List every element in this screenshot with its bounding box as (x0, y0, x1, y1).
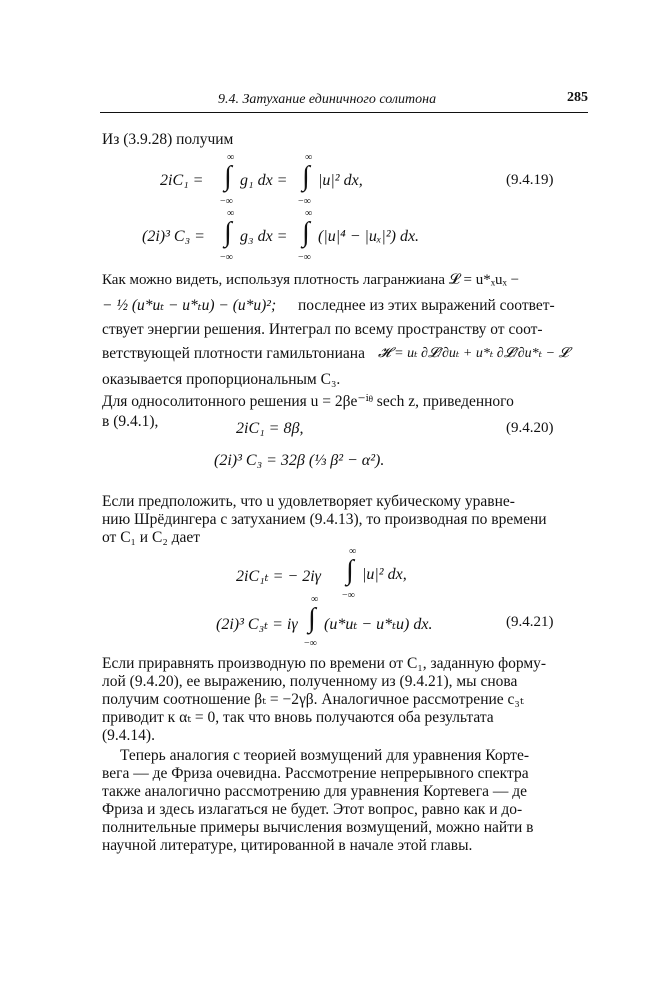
paragraph-lagrangian-formula (102, 296, 276, 316)
equation-9-4-20-line-1: 2iC₁ = 8β, (236, 420, 304, 437)
paragraph-one-soliton-line-2: в (9.4.1), (102, 413, 159, 430)
integral-lower-limit: −∞ (342, 590, 355, 601)
integral-sign: ∫ (308, 603, 316, 634)
paragraph-time-derivative-line-4: приводит к αₜ = 0, так что вновь получаются оба результата (102, 709, 494, 726)
integral-upper-limit: ∞ (305, 152, 313, 163)
paragraph-analogy-line-3: также аналогично рассмотрению для уравнения Кортевега — де (102, 783, 528, 800)
integral-lower-limit: −∞ (298, 196, 311, 207)
integral-lower-limit: −∞ (220, 196, 233, 207)
paragraph-time-derivative-line-1: Если приравнять производную по времени от C₁, заданную форму- (102, 655, 547, 672)
integral-upper-limit: ∞ (349, 546, 357, 557)
integral-upper-limit: ∞ (305, 208, 313, 219)
paragraph-time-derivative-line-3: получим соотношение βₜ = −2γβ. Аналогичное рассмотрение c₃ₜ (102, 691, 524, 708)
equation-number: (9.4.19) (506, 172, 554, 188)
eq2-integrand-2: (|u|⁴ − |uₓ|²) dx. (318, 228, 420, 245)
paragraph-lagrangian-line-2: последнее из этих выражений соответ- (298, 297, 555, 314)
integral-sign: ∫ (302, 217, 310, 248)
eq2-lhs: (2i)³ C₃ = (142, 228, 205, 245)
integral-upper-limit: ∞ (311, 594, 319, 605)
paragraph-lagrangian-line-4: ветствующей плотности гамильтониана (102, 345, 365, 362)
paragraph-intro: Из (3.9.28) получим (102, 131, 234, 148)
eq4-line-1-integrand: |u|² dx, (362, 566, 407, 583)
eq1-integrand-2: |u|² dx, (318, 172, 363, 189)
lagrangian-formula: − ½ (u*uₜ − u*ₜu) − (u*u)²; (102, 297, 277, 314)
paragraph-time-derivative-line-2: лой (9.4.20), ее выражению, полученному из (9.4.21), мы снова (102, 673, 518, 690)
paragraph-analogy-line-6: научной литературе, цитированной в начале этой главы. (102, 837, 473, 854)
running-head (100, 88, 588, 113)
integral-sign: ∫ (346, 555, 354, 586)
eq4-line-2-integrand: (u*uₜ − u*ₜu) dx. (324, 616, 433, 633)
integral-sign: ∫ (302, 161, 310, 192)
paragraph-analogy-line-4: Фриза и здесь излагаться не будет. Этот вопрос, равно как и до- (102, 801, 523, 818)
paragraph-analogy-line-1: Теперь аналогия с теорией возмущений для уравнения Корте- (120, 747, 529, 764)
integral-upper-limit: ∞ (227, 208, 235, 219)
paragraph-schrodinger-line-2: нию Шрёдингера с затуханием (9.4.13), то производная по времени (102, 511, 547, 528)
paragraph-time-derivative-line-5: (9.4.14). (102, 727, 155, 744)
paragraph-lagrangian-line-5: оказывается пропорциональным C₃. (102, 371, 341, 388)
integral-sign: ∫ (224, 161, 232, 192)
eq2-integrand-1: g₃ dx = (240, 228, 288, 245)
integral-upper-limit: ∞ (227, 152, 235, 163)
chapter-section-title: 9.4. Затухание единичного солитона (218, 92, 437, 107)
paragraph-analogy-line-5: полнительные примеры вычисления возмущений, можно найти в (102, 819, 534, 836)
eq4-line-1-lhs: 2iC₁ₜ = − 2iγ (236, 568, 321, 585)
paragraph-schrodinger-line-1: Если предположить, что u удовлетворяет кубическому уравне- (102, 493, 515, 510)
equation-number: (9.4.21) (506, 614, 554, 630)
integral-lower-limit: −∞ (298, 252, 311, 263)
integral-sign: ∫ (224, 217, 232, 248)
equation-number: (9.4.20) (506, 420, 554, 436)
paragraph-lagrangian-line-3: ствует энергии решения. Интеграл по всему пространству от соот- (102, 321, 543, 338)
hamiltonian-formula: 𝓗 = uₜ ∂𝓛/∂uₜ + u*ₜ ∂𝓛/∂u*ₜ − 𝓛 (378, 346, 569, 361)
paragraph-one-soliton-line-1: Для односолитонного решения u = 2βe⁻ⁱᶿ sech z, приведенного (102, 393, 514, 410)
paragraph-analogy-line-2: вега — де Фриза очевидна. Рассмотрение непрерывного спектра (102, 765, 529, 782)
integral-lower-limit: −∞ (304, 638, 317, 649)
integral-lower-limit: −∞ (220, 252, 233, 263)
equation-9-4-20-line-2: (2i)³ C₃ = 32β (⅓ β² − α²). (214, 452, 385, 469)
paragraph-schrodinger-line-3: от C₁ и C₂ дает (102, 529, 201, 546)
page-number: 285 (567, 90, 588, 105)
eq4-line-2-lhs: (2i)³ C₃ₜ = iγ (216, 616, 298, 633)
eq1-lhs: 2iC₁ = (160, 172, 204, 189)
paragraph-lagrangian-line-1: Как можно видеть, используя плотность лагранжиана 𝓛 = u*ₓuₓ − (102, 272, 520, 288)
eq1-integrand-1: g₁ dx = (240, 172, 288, 189)
